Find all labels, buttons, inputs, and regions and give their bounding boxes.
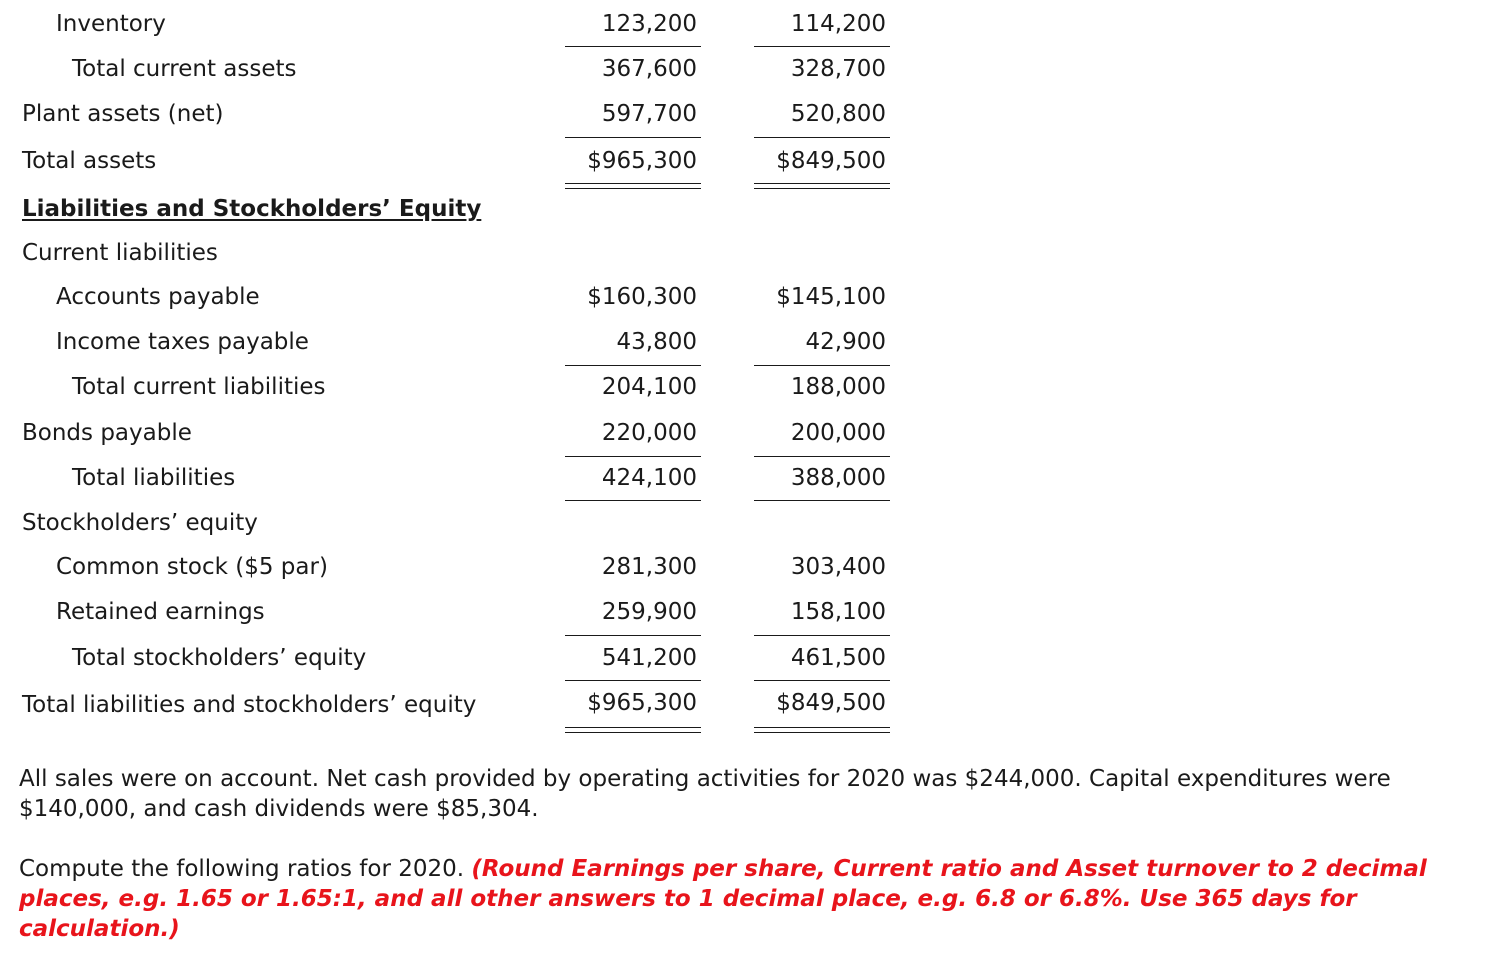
value-2019: 42,900 — [805, 329, 886, 355]
double-underline-rule — [754, 183, 890, 189]
underline-rule — [754, 365, 890, 366]
value-2019: 520,800 — [790, 101, 886, 127]
value-2020: 123,200 — [601, 11, 697, 37]
table-row — [0, 508, 900, 552]
table-row — [0, 282, 900, 326]
underline-rule — [565, 456, 701, 457]
section-heading-row — [0, 194, 900, 238]
value-2020: 220,000 — [601, 420, 697, 446]
row-label: Common stock ($5 par) — [56, 554, 328, 580]
value-2020: 281,300 — [601, 554, 697, 580]
row-label: Total assets — [22, 148, 157, 174]
row-label: Total liabilities and stockholders’ equity — [22, 692, 477, 718]
underline-rule — [565, 46, 701, 47]
value-2020: $965,300 — [587, 148, 697, 174]
value-2020: 204,100 — [601, 374, 697, 400]
value-2020: 367,600 — [601, 56, 697, 82]
rounding-instructions: (Round Earnings per share, Current ratio and Asset turnover to 2 decimal places, e.g. 1.65 or 1.65:1, and all other answers to 1 decimal place, e.g. 6.8 or 6.8%. Use 365 days for calculation.) — [19, 856, 1427, 942]
table-row — [0, 372, 900, 416]
double-underline-rule — [565, 727, 701, 733]
table-row — [0, 238, 900, 282]
value-2020: 424,100 — [601, 465, 697, 491]
value-2019: 461,500 — [790, 645, 886, 671]
table-row — [0, 54, 900, 98]
value-2019: 158,100 — [790, 599, 886, 625]
value-2019: 200,000 — [790, 420, 886, 446]
instructions-paragraph — [19, 854, 1489, 944]
value-2020: $160,300 — [587, 284, 697, 310]
value-2019: 328,700 — [790, 56, 886, 82]
value-2019: $145,100 — [776, 284, 886, 310]
table-row — [0, 552, 900, 596]
row-label: Income taxes payable — [56, 329, 309, 355]
value-2020: $965,300 — [587, 690, 697, 716]
double-underline-rule — [565, 183, 701, 189]
row-label: Inventory — [56, 11, 166, 37]
underline-rule — [754, 46, 890, 47]
double-underline-rule — [754, 727, 890, 733]
underline-rule — [565, 365, 701, 366]
value-2020: 541,200 — [601, 645, 697, 671]
row-label: Accounts payable — [56, 284, 260, 310]
underline-rule — [565, 635, 701, 636]
underline-rule — [565, 500, 701, 501]
value-2020: 597,700 — [601, 101, 697, 127]
underline-rule — [565, 680, 701, 681]
underline-rule — [565, 137, 701, 138]
section-heading: Liabilities and Stockholders’ Equity — [22, 196, 482, 222]
value-2020: 43,800 — [616, 329, 697, 355]
underline-rule — [754, 500, 890, 501]
value-2019: 303,400 — [790, 554, 886, 580]
value-2019: 188,000 — [790, 374, 886, 400]
value-2019: 114,200 — [790, 11, 886, 37]
notes-paragraph: All sales were on account. Net cash provided by operating activities for 2020 was $244,000. Capital expenditures were $140,000, and cash dividends were $85,304. — [19, 766, 1391, 822]
underline-rule — [754, 680, 890, 681]
row-label: Plant assets (net) — [22, 101, 224, 127]
row-label: Total stockholders’ equity — [72, 645, 367, 671]
row-label: Total current assets — [72, 56, 297, 82]
row-label: Stockholders’ equity — [22, 510, 258, 536]
row-label: Total liabilities — [72, 465, 236, 491]
row-label: Retained earnings — [56, 599, 265, 625]
underline-rule — [754, 635, 890, 636]
row-label: Bonds payable — [22, 420, 192, 446]
row-label: Total current liabilities — [72, 374, 326, 400]
row-label: Current liabilities — [22, 240, 218, 266]
value-2019: 388,000 — [790, 465, 886, 491]
value-2020: 259,900 — [601, 599, 697, 625]
value-2019: $849,500 — [776, 690, 886, 716]
underline-rule — [754, 456, 890, 457]
instructions-lead: Compute the following ratios for 2020. — [19, 856, 472, 882]
underline-rule — [754, 137, 890, 138]
value-2019: $849,500 — [776, 148, 886, 174]
